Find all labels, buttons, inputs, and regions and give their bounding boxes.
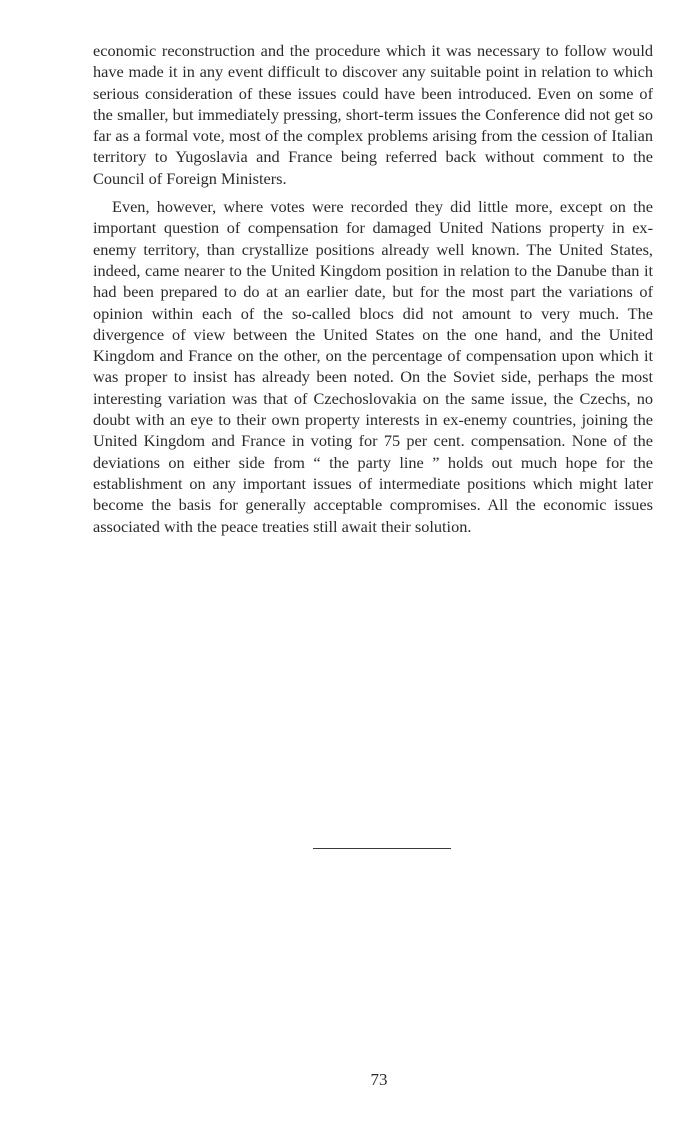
- body-text: [93, 40, 653, 537]
- page-number: 73: [370, 1070, 388, 1089]
- section-divider: [313, 848, 451, 849]
- paragraph-2: Even, however, where votes were recorded they did little more, except on the important question of compensation for damaged United Nations property in ex-enemy territory, than crystallize positions already well known. The United States, indeed, came nearer to the United Kingdom position in relation to the Danube than it had been prepared to do at an earlier date, but for the most part the variations of opinion within each of the so-called blocs did not amount to very much. The divergence of view between the United States on the one hand, and the United Kingdom and France on the other, on the percentage of compensation upon which it was proper to insist has already been noted. On the Soviet side, perhaps the most interesting variation was that of Czechoslovakia on the same issue, the Czechs, no doubt with an eye to their own property interests in ex-enemy countries, joining the United Kingdom and France in voting for 75 per cent. compensation. None of the deviations on either side from “ the party line ” holds out much hope for the establishment on any important issues of intermediate positions which might later become the basis for generally acceptable compromises. All the economic issues associated with the peace treaties still await their solution.: [93, 197, 653, 536]
- paragraph-1: economic reconstruction and the procedure which it was necessary to follow would have made it in any event difficult to discover any suitable point in relation to which serious consideration of these issues could have been introduced. Even on some of the smaller, but immediately pressing, short-term issues the Conference did not get so far as a formal vote, most of the complex problems arising from the cession of Italian territory to Yugoslavia and France being referred back without comment to the Council of Foreign Ministers.: [93, 41, 653, 188]
